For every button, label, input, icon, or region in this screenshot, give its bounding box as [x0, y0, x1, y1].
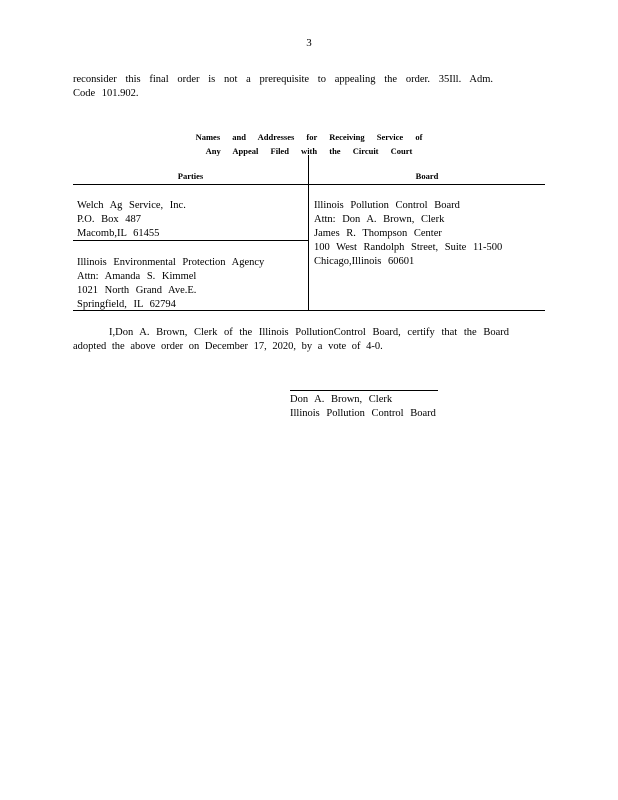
- signer-name: Don A. Brown, Clerk: [290, 394, 393, 405]
- service-heading-line-1: Names and Addresses for Receiving Service of: [195, 132, 423, 142]
- board-column-header: Board: [415, 171, 439, 181]
- table-column-divider: [308, 155, 309, 310]
- address-line: Springfield, IL 62794: [77, 299, 176, 310]
- table-top-rule: [73, 184, 545, 185]
- certification-text: I,Don A. Brown, Clerk of the Illinois PollutionControl Board, certify that the Board adopted the above order on December 17, 2020, by a vote of 4-0.: [73, 327, 509, 352]
- signature-block: [290, 393, 436, 421]
- address-line: Chicago,Illinois 60601: [314, 256, 415, 267]
- service-heading: [0, 130, 618, 158]
- signature-line: [290, 390, 438, 391]
- parties-column-header: Parties: [177, 171, 204, 181]
- service-heading-line-2: Any Appeal Filed with the Circuit Court: [205, 146, 413, 156]
- address-line: Attn: Amanda S. Kimmel: [77, 271, 197, 282]
- address-line: Welch Ag Service, Inc.: [77, 200, 186, 211]
- service-address-table: [73, 169, 545, 312]
- signer-organization: Illinois Pollution Control Board: [290, 408, 436, 419]
- address-line: Illinois Environmental Protection Agency: [77, 257, 265, 268]
- party-address-iepa: [77, 256, 264, 312]
- address-line: P.O. Box 487: [77, 214, 142, 225]
- party-address-welch: [77, 199, 186, 241]
- intro-paragraph: reconsider this final order is not a prerequisite to appealing the order. 35Ill. Adm. Code 101.902.: [73, 74, 493, 99]
- address-line: Illinois Pollution Control Board: [314, 200, 460, 211]
- address-line: James R. Thompson Center: [314, 228, 442, 239]
- page-number: 3: [306, 37, 312, 49]
- address-line: Macomb,IL 61455: [77, 228, 160, 239]
- board-address: [314, 199, 502, 269]
- certification-paragraph: [73, 326, 509, 354]
- address-line: 1021 North Grand Ave.E.: [77, 285, 197, 296]
- address-line: Attn: Don A. Brown, Clerk: [314, 214, 445, 225]
- address-line: 100 West Randolph Street, Suite 11-500: [314, 242, 503, 253]
